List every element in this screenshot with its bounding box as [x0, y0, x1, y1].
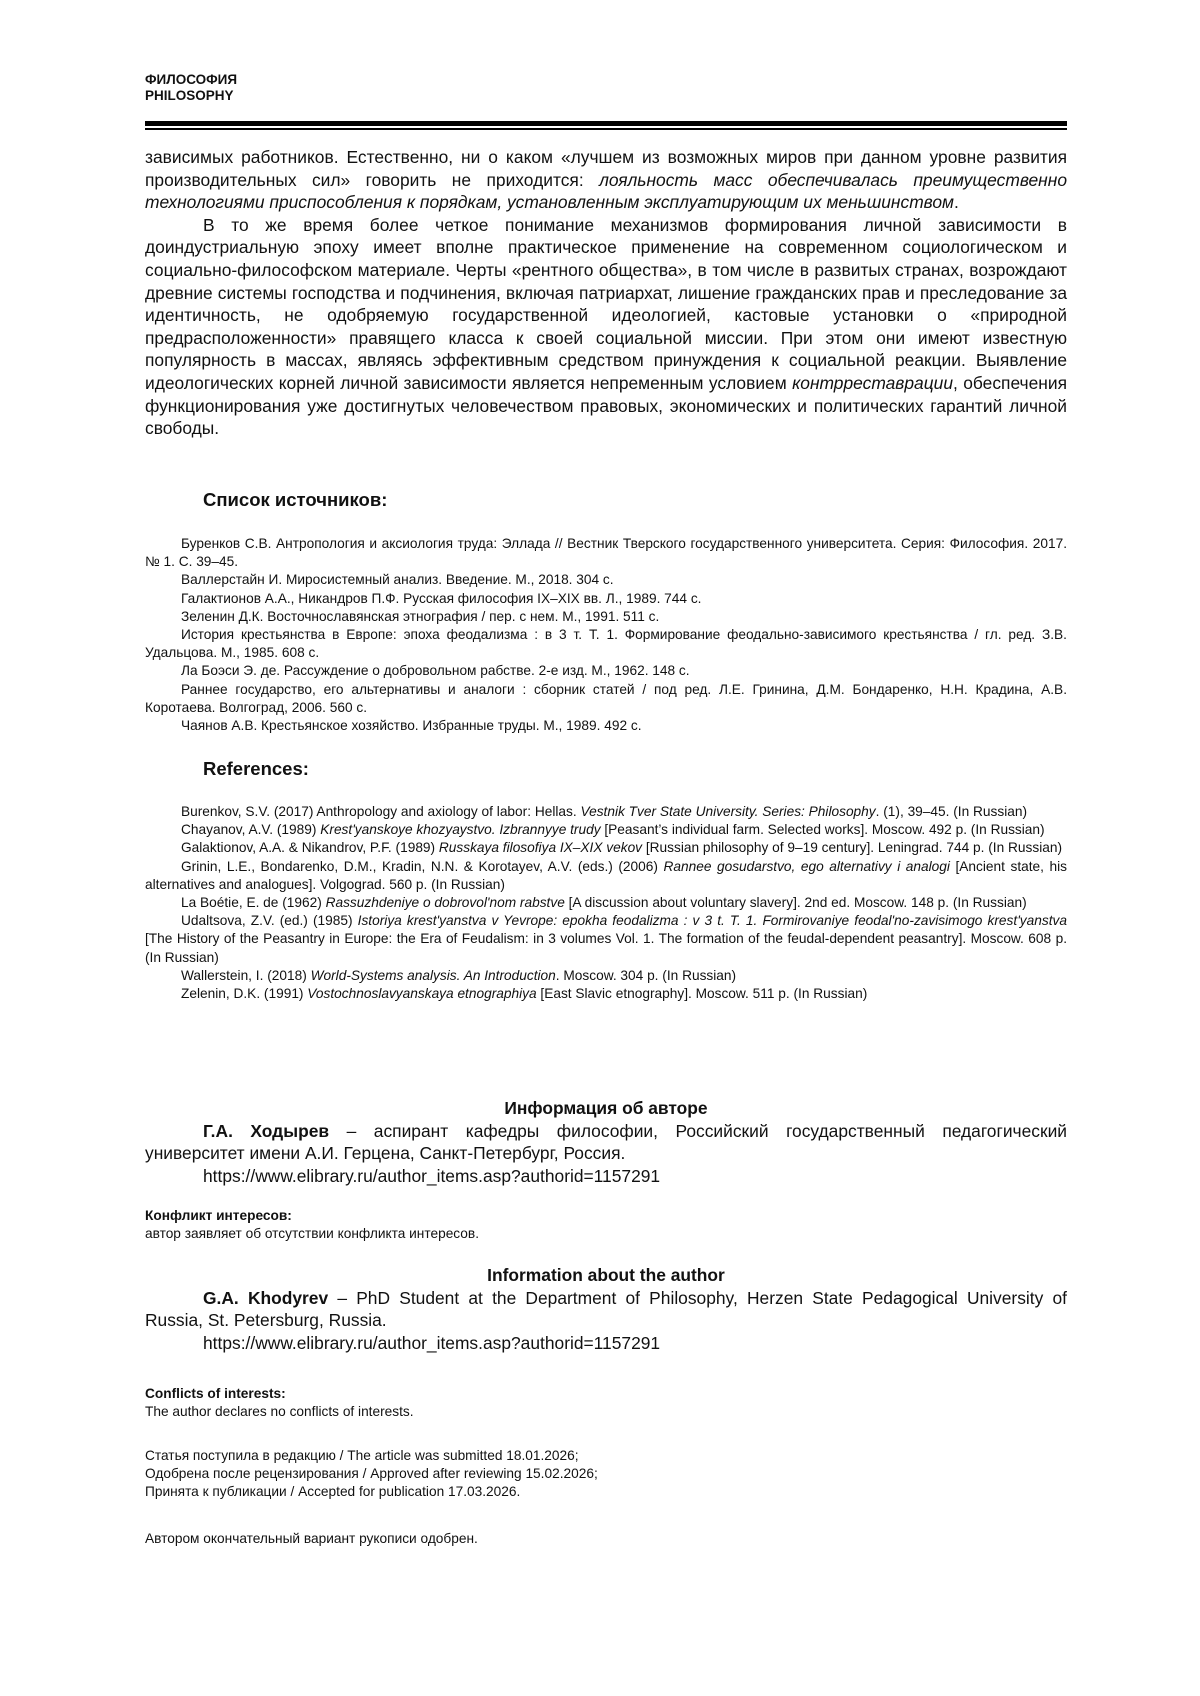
author-ru-url[interactable]: https://www.elibrary.ru/author_items.asp?authorid=1157291	[203, 1165, 661, 1186]
date-accepted: Принята к публикации / Accepted for publication 17.03.2026.	[145, 1484, 521, 1500]
paragraph-2-end: , обеспечения функционирования уже достигнутых человечеством правовых, экономических и политических гарантий личной свободы.	[145, 372, 1068, 439]
conflict-en-title: Conflicts of interests:	[145, 1386, 286, 1401]
author-ru-name: Г.А. Ходырев	[203, 1120, 330, 1141]
reference-text: Chayanov, A.V. (1989)	[181, 822, 321, 838]
reference-text: [Russian philosophy of 9–19 century]. Leningrad. 744 p. (In Russian)	[642, 840, 1063, 856]
paragraph-1-start: зависимых работников. Естественно, ни о каком «лучшем из возможных миров при данном уровне развития производительных сил» говорить не приходится:	[145, 147, 1067, 190]
section-name-en: PHILOSOPHY	[145, 88, 234, 103]
header-rule-thick	[145, 121, 1067, 126]
conflict-en	[145, 1385, 1067, 1421]
reference-title: Krest'yanskoye khozyaystvo. Izbrannyye trudy	[320, 822, 601, 838]
author-info-en-title: Information about the author	[487, 1265, 725, 1285]
paragraph-1	[145, 146, 1067, 214]
paragraph-2-start: В то же время более четкое понимание механизмов формирования личной зависимости в доиндустриальную эпоху имеет вполне практическое применение на современном социологическом и социально-философском материале. Черты «рентного общества», в том числе в развитых странах, возрождают древние системы господства и подчинения, включая патриархат, лишение гражданских прав и преследование за идентичность, не одобряемую государственной идеологией, кастовые установки о «природной предрасположенности» правящего класса к своей социальной миссии. При этом они имеют известную популярность в массах, являясь эффективным средством принуждения к социальной реакции. Выявление идеологических корней личной зависимости является непременным условием	[145, 214, 1067, 393]
reference-item	[145, 985, 1067, 1003]
conflict-ru-title: Конфликт интересов:	[145, 1208, 292, 1223]
author-en-desc: – PhD Student at the Department of Philosophy, Herzen State Pedagogical University of Russia, St. Petersburg, Russia.	[145, 1287, 1067, 1331]
source-item: Буренков С.В. Антропология и аксиология труда: Эллада // Вестник Тверского государственного университета. Серия: Философия. 2017. № 1. С. 39–45.	[145, 536, 1067, 570]
section-name-ru: ФИЛОСОФИЯ	[145, 72, 238, 87]
source-item: История крестьянства в Европе: эпоха феодализма : в 3 т. Т. 1. Формирование феодально-зависимого крестьянства / гл. ред. З.В. Удальцова. М., 1985. 608 с.	[145, 627, 1067, 661]
reference-text: [East Slavic etnography]. Moscow. 511 p. (In Russian)	[536, 986, 868, 1002]
reference-text: [Peasant’s individual farm. Selected works]. Moscow. 492 p. (In Russian)	[600, 822, 1045, 838]
source-item: Раннее государство, его альтернативы и аналоги : сборник статей / под ред. Л.Е. Гринина, Д.М. Бондаренко, Н.Н. Крадина, А.В. Коротаева. Волгоград, 2006. 560 с.	[145, 681, 1067, 715]
reference-title: Rannee gosudarstvo, ego alternativy i analogi	[663, 858, 950, 874]
reference-title: Vostochnoslavyanskaya etnographiya	[307, 986, 537, 1002]
reference-text: La Boétie, E. de (1962)	[181, 895, 326, 911]
reference-text: Udaltsova, Z.V. (ed.) (1985)	[181, 913, 358, 929]
reference-text: Grinin, L.E., Bondarenko, D.M., Kradin, N.N. & Korotayev, A.V. (eds.) (2006)	[181, 858, 664, 874]
reference-title: World-Systems analysis. An Introduction	[310, 967, 556, 983]
author-info-en	[145, 1264, 1067, 1354]
reference-text: Burenkov, S.V. (2017) Anthropology and axiology of labor: Hellas.	[181, 804, 581, 819]
conflict-ru	[145, 1207, 1067, 1243]
date-submitted: Статья поступила в редакцию / The article was submitted 18.01.2026;	[145, 1448, 579, 1463]
references-list	[145, 803, 1067, 1003]
reference-item	[145, 894, 1067, 912]
paragraph-1-emphasis: лояльность масс обеспечивалась преимущественно технологиями приспособления к порядкам, установленным эксплуатирующим их меньшинством	[145, 169, 1067, 213]
final-note: Автором окончательный вариант рукописи одобрен.	[145, 1531, 478, 1546]
author-en-url[interactable]: https://www.elibrary.ru/author_items.asp?authorid=1157291	[203, 1332, 661, 1353]
references-title: References:	[203, 758, 309, 779]
reference-text: Galaktionov, A.A. & Nikandrov, P.F. (1989)	[181, 840, 439, 856]
conflict-ru-text: автор заявляет об отсутствии конфликта интересов.	[145, 1226, 479, 1242]
author-en-description	[145, 1287, 1067, 1332]
submission-dates	[145, 1447, 1067, 1502]
author-en-name: G.A. Khodyrev	[203, 1287, 329, 1308]
sources-list	[145, 535, 1067, 735]
paragraph-1-end: .	[953, 192, 959, 213]
source-item: Чаянов А.В. Крестьянское хозяйство. Избранные труды. М., 1989. 492 с.	[181, 718, 642, 734]
source-item: Ла Боэси Э. де. Рассуждение о добровольном рабстве. 2-е изд. М., 1962. 148 с.	[181, 663, 690, 679]
reference-title: Russkaya filosofiya IX–XIX vekov	[438, 840, 643, 856]
date-approved: Одобрена после рецензирования / Approved after reviewing 15.02.2026;	[145, 1466, 598, 1482]
reference-item	[145, 803, 1067, 821]
author-ru-description	[145, 1120, 1067, 1165]
running-head	[145, 72, 237, 104]
reference-item	[145, 858, 1067, 894]
conflict-en-text: The author declares no conflicts of interests.	[145, 1404, 414, 1420]
reference-title: Vestnik Tver State University. Series: Philosophy	[580, 804, 876, 819]
reference-text: . Moscow. 304 p. (In Russian)	[555, 967, 737, 983]
reference-text: [Ancient state, his alternatives and analogues]. Volgograd. 560 p. (In Russian)	[145, 858, 1068, 892]
author-ru-desc: – аспирант кафедры философии, Российский государственный педагогический университет имени А.И. Герцена, Санкт-Петербург, Россия.	[145, 1120, 1068, 1164]
reference-text: Zelenin, D.K. (1991)	[181, 986, 308, 1002]
header-rule-thin	[145, 128, 1067, 130]
source-item: Зеленин Д.К. Восточнославянская этнография / пер. с нем. М., 1991. 511 с.	[181, 608, 660, 624]
reference-item	[145, 912, 1067, 967]
reference-title: Rassuzhdeniye o dobrovol'nom rabstve	[325, 895, 565, 911]
reference-item	[145, 839, 1067, 857]
reference-text: Wallerstein, I. (2018)	[181, 967, 311, 983]
reference-text: . (1), 39–45. (In Russian)	[875, 804, 1028, 819]
source-item: Галактионов А.А., Никандров П.Ф. Русская философия IX–XIX вв. Л., 1989. 744 с.	[181, 590, 702, 606]
body-text	[145, 146, 1067, 440]
reference-item	[145, 967, 1067, 985]
reference-item	[145, 821, 1067, 839]
author-info-ru-title: Информация об авторе	[504, 1098, 708, 1118]
author-info-ru	[145, 1097, 1067, 1187]
paragraph-2-emphasis: контрреставрации	[792, 372, 953, 393]
paragraph-2	[145, 214, 1067, 440]
reference-text: [A discussion about voluntary slavery]. 2nd ed. Moscow. 148 p. (In Russian)	[564, 895, 1027, 911]
reference-text: [The History of the Peasantry in Europe: the Era of Feudalism: in 3 volumes Vol. 1. The formation of the feudal-dependent peasantry]. Moscow. 608 p. (In Russian)	[145, 931, 1067, 965]
source-item: Валлерстайн И. Миросистемный анализ. Введение. М., 2018. 304 с.	[181, 572, 614, 588]
reference-title: Istoriya krest'yanstva v Yevrope: epokha feodalizma : v 3 t. T. 1. Formirovaniye feodal'no-zavisimogo krest'yanstva	[357, 913, 1067, 929]
sources-title: Список источников:	[203, 489, 388, 510]
